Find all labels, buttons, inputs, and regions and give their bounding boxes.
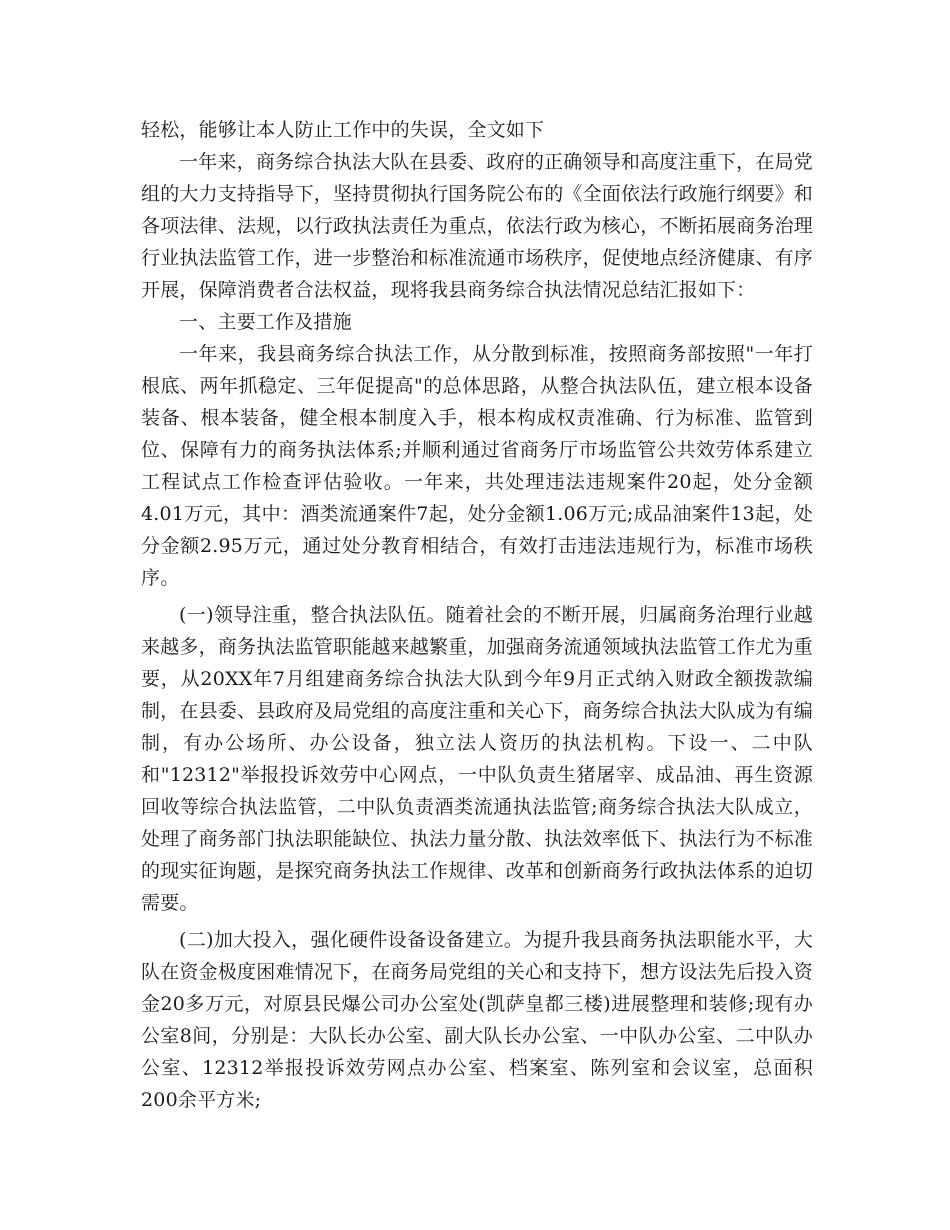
paragraph-item-1: (一)领导注重，整合执法队伍。随着社会的不断开展，归属商务治理行业越来越多，商务执法监管职能越来越繁重，加强商务流通领域执法监管工作尤为重要，从20XX年7月组建商务综合执法大队到今年9月正式纳入财政全额拨款编制，在县委、县政府及局党组的高度注重和关心下，商务综合执法大队成为有编制，有办公场所、办公设备，独立法人资历的执法机构。下设一、二中队和"12312"举报投诉效劳中心网点，一中队负责生猪屠宰、成品油、再生资源回收等综合执法监管，二中队负责酒类流通执法监管;商务综合执法大队成立，处理了商务部门执法职能缺位、执法力量分散、执法效率低下、执法行为不标准的现实征询题，是探究商务执法工作规律、改革和创新商务行政执法体系的迫切需要。 <box>141 604 814 914</box>
paragraph-intro: 一年来，商务综合执法大队在县委、政府的正确领导和高度注重下，在局党组的大力支持指导下，坚持贯彻执行国务院公布的《全面依法行政施行纲要》和各项法律、法规，以行政执法责任为重点，依法行政为核心，不断拓展商务治理行业执法监管工作，进一步整治和标准流通市场秩序，促使地点经济健康、有序开展，保障消费者合法权益，现将我县商务综合执法情况总结汇报如下： <box>141 151 814 301</box>
paragraph-overview: 一年来，我县商务综合执法工作，从分散到标准，按照商务部按照"一年打根底、两年抓稳定、三年促提高"的总体思路，从整合执法队伍，建立根本设备装备、根本装备，健全根本制度入手，根本构成权责准确、行为标准、监管到位、保障有力的商务执法体系;并顺利通过省商务厅市场监管公共效劳体系建立工程试点工作检查评估验收。一年来，共处理违法违规案件20起，处分金额4.01万元，其中：酒类流通案件7起，处分金额1.06万元;成品油案件13起，处分金额2.95万元，通过处分教育相结合，有效打击违法违规行为，标准市场秩序。 <box>141 343 813 589</box>
document-body <box>141 114 813 1116</box>
paragraph-continuation: 轻松，能够让本人防止工作中的失误，全文如下 <box>141 119 545 141</box>
section-heading: 一、主要工作及措施 <box>179 311 352 333</box>
paragraph-item-2: (二)加大投入，强化硬件设备设备建立。为提升我县商务执法职能水平，大队在资金极度困难情况下，在商务局党组的关心和支持下，想方设法先后投入资金20多万元，对原县民爆公司办公室处(凯萨皇都三楼)进展整理和装修;现有办公室8间，分别是：大队长办公室、副大队长办公室、一中队办公室、二中队办公室、12312举报投诉效劳网点办公室、档案室、陈列室和会议室，总面积200余平方米; <box>141 929 814 1111</box>
